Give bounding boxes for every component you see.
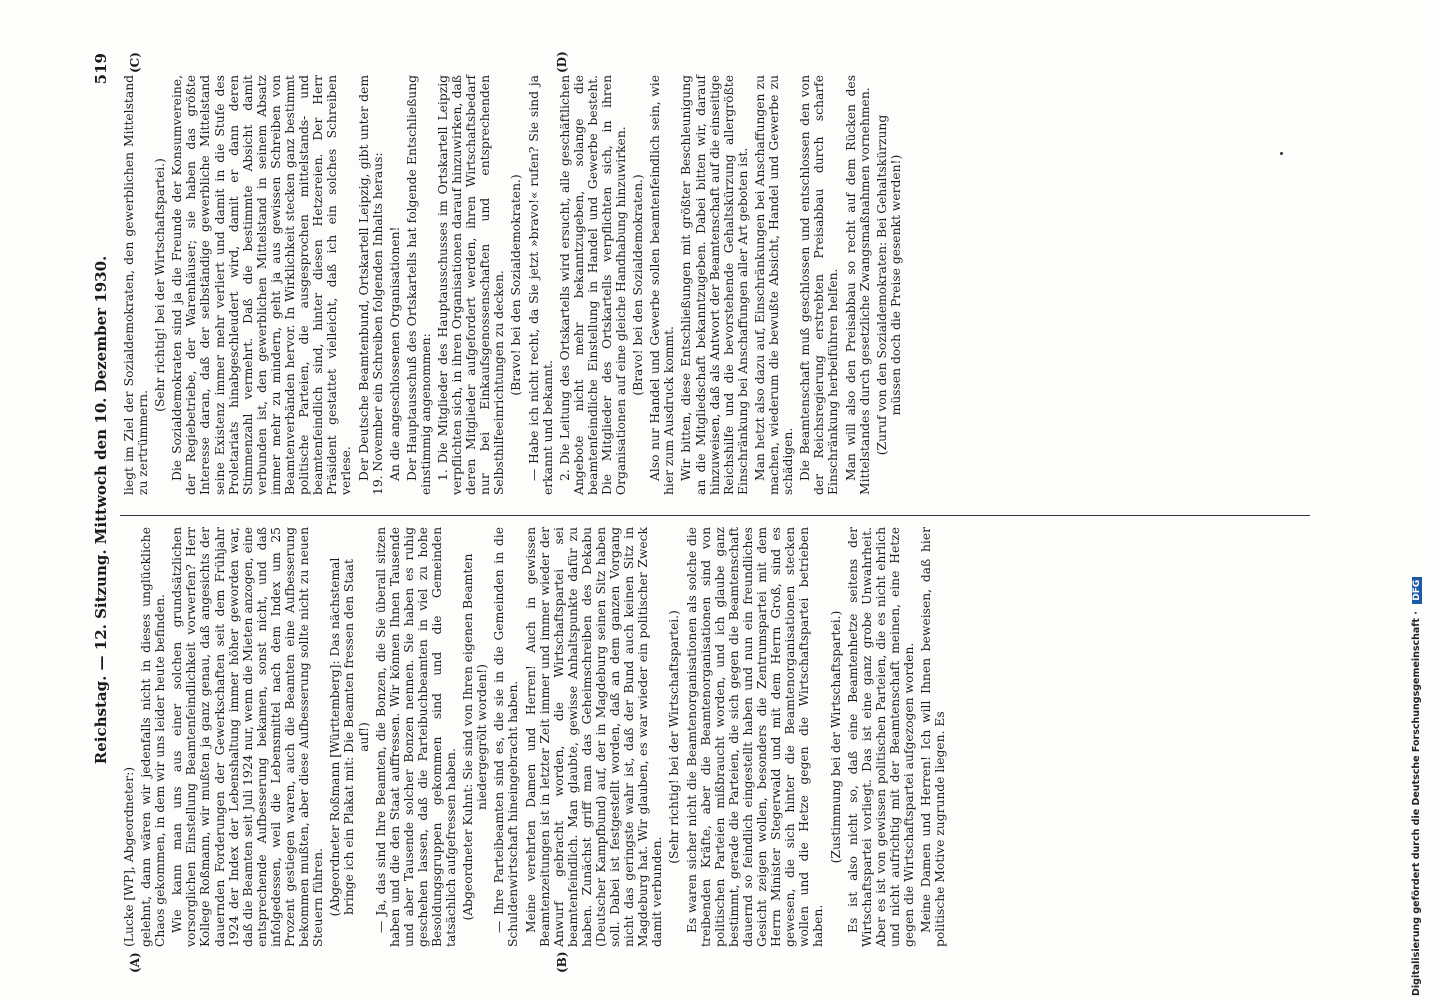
header-title: Reichstag. — 12. Sitzung. Mittwoch den 10. Dezember 1930. — [92, 255, 110, 765]
paragraph: Wir bitten, diese Entschließungen mit größter Beschleunigung an die Mitgliedschaft bekanntzugeben. Dabei bitten wir, darauf hinzuweisen, daß als Antwort der Beamtenschaft auf die einseitige Reichshilfe und die bevorstehende Gehaltskürzung allergrößte Einschränkung bei Anschaffungen aller Art geboten ist. — [679, 75, 750, 495]
interjection: (Bravo! bei den Sozialdemokraten.) — [631, 174, 646, 396]
page-header — [90, 45, 116, 975]
interjection: (Abgeordneter Roßmann [Württemberg]: Das nächstemal bringe ich ein Plakat mit: Die Beamten fressen den Staat auf!) — [328, 557, 371, 917]
dfg-logo: DFG — [1412, 577, 1422, 604]
paragraph: Die Sozialdemokraten sind ja die Freunde der Konsumvereine, der Regiebetriebe, der Warenhäuser; sie haben das größte Interesse daran, daß der selbständige gewerbliche Mittelstand seine Existenz immer mehr verliert und damit in die Stufe des Proletariats hinabgeschleudert wird, damit er dann deren Stimmenzahl vermehrt. Daß die bestimmte Absicht damit verbunden ist, den gewerblichen Mittelstand in seinem Absatz immer mehr zu mindern, geht ja aus gewissen Schreiben von Beamtenverbänden hervor. In Wirklichkeit stecken ganz bestimmt politische Parteien, die ausgesprochen mittelstands- und beamtenfeindlich sind, hinter diesen Hetzereien. Der Herr Präsident gestattet vielleicht, daß ich ein solches Schreiben verlese. — [170, 75, 354, 495]
paragraph: Man hetzt also dazu auf, Einschränkungen bei Anschaffungen zu machen, wiederum die bewußte Absicht, Handel und Gewerbe zu schädigen. — [752, 75, 796, 495]
newspaper-page-rotated — [90, 45, 1330, 975]
scan-speck — [1280, 152, 1283, 155]
paragraph: (Lucke [WP], Abgeordneter:) — [122, 766, 136, 947]
left-column — [122, 527, 950, 947]
paragraph: — Habe ich nicht recht, da Sie jetzt »bravo!« rufen? Sie sind ja erkannt und bekannt. — [526, 75, 555, 495]
paragraph: — Ihre Parteibeamten sind es, die sie in die Gemeinden in die Schuldenwirtschaft hineingebracht haben. — [492, 527, 521, 947]
margin-marker-b: (B) — [555, 951, 569, 973]
margin-marker-c: (C) — [128, 52, 142, 73]
paragraph: Es ist also nicht so, daß eine Beamtenhetze seitens der Wirtschaftspartei vorliegt. Das ist eine ganz grobe Unwahrheit. Aber es ist von gewissen politischen Parteien, die es nicht ehrlich und nicht aufrichtig mit der Beamtenschaft meinen, eine Hetze gegen die Wirtschaftspartei aufgezogen worden. — [845, 527, 916, 947]
margin-marker-d: (D) — [555, 51, 569, 73]
interjection: (Sehr richtig! bei der Wirtschaftspartei.) — [667, 610, 682, 864]
interjection: (Zustimmung bei der Wirtschaftspartei.) — [828, 610, 843, 864]
interjection: (Abgeordneter Kuhnt: Sie sind von Ihren eigenen Beamten niedergegrölt worden!) — [461, 553, 490, 921]
paragraph: Also nur Handel und Gewerbe sollen beamtenfeindlich sein, wie hier zum Ausdruck kommt. — [648, 75, 677, 495]
digitization-credit — [1411, 6, 1429, 994]
paragraph: Der Hauptausschuß des Ortskartells hat folgende Entschließung einstimmig angenommen: — [404, 75, 433, 495]
interjection: (Sehr richtig! bei der Wirtschaftspartei.) — [153, 158, 168, 412]
interjection: (Zuruf von den Sozialdemokraten: Bei Gehaltskürzung müssen doch die Preise gesenkt werden!) — [874, 114, 903, 456]
right-column — [122, 75, 906, 495]
column-divider — [120, 515, 1310, 516]
paragraph: Wie kann man uns aus einer solchen grundsätzlichen vorsorglichen Einstellung Beamtenfeindlichkeit vorwerfen? Herr Kollege Roßmann, wir mußten ja ganz genau, daß angesichts der dauernden Forderungen der Gewerkschaften seit dem Frühjahr 1924 der Index der Lebenshaltung immer höher geworden war, daß die Beamten seit Juli 1924 nur, wenn die Mieten anzogen, eine entsprechende Aufbesserung bekamen, sonst nicht, und daß infolgedessen, weil die Lebensmittel nach dem Index um 25 Prozent gestiegen waren, auch die Beamten eine Aufbesserung bekommen mußten, aber diese Aufbesserung sollte nicht zu neuen Steuern führen. — [170, 527, 326, 947]
paragraph: Es waren sicher nicht die Beamtenorganisationen als solche die treibenden Kräfte, aber die Beamtenorganisationen sind von politischen Parteien mißbraucht worden, und ich glaube ganz bestimmt, gerade die Parteien, die sich gegen die Beamtenschaft dauernd so feindlich eingestellt haben und nun ein freundliches Gesicht zeigen wollen, besonders die Zentrumspartei mit dem Herrn Minister Stegerwald und mit dem Herrn Groß, sind es gewesen, die sich hinter die Beamtenorganisationen stecken wollen und die Hetze gegen die Wirtschaftspartei betrieben haben. — [684, 527, 826, 947]
interjection: (Bravo! bei den Sozialdemokraten.) — [509, 174, 524, 396]
credit-text: Digitalisierung gefördert durch die Deutsche Forschungsgemeinschaft · — [1411, 611, 1422, 996]
paragraph: An die angeschlossenen Organisationen! — [387, 226, 402, 481]
paragraph: Meine Damen und Herren! Ich will Ihnen beweisen, daß hier politische Motive zugrunde liegen. Es — [919, 527, 948, 947]
paragraph: — Ja, das sind Ihre Beamten, die Bonzen, die Sie überall sitzen haben und die den Staat auffressen. Wir können Ihnen Tausende und aber Tausende solcher Bonzen nennen. Sie haben es ruhig geschehen lassen, daß die Parteibuchbeamten in viel zu hohe Besoldungsgruppen gekommen sind und die Gemeinden tatsächlich aufgefressen haben. — [373, 527, 459, 947]
paragraph: 1. Die Mitglieder des Hauptausschusses im Ortskartell Leipzig verpflichten sich, in ihren Organisationen darauf hinzuwirken, daß deren Mitglieder aufgefordert werden, ihren Wirtschaftsbedarf nur bei Einkaufsgenossenschaften und entsprechenden Selbsthilfeeinrichtungen zu decken. — [435, 75, 507, 495]
paragraph: 2. Die Leitung des Ortskartells wird ersucht, alle geschäftlichen Angebote nicht mehr bekanntzugeben, solange die beamtenfeindliche Einstellung in Handel und Gewerbe besteht. Die Mitglieder des Ortskartells verpflichten sich, in ihren Organisationen auf eine gleiche Handhabung hinzuwirken. — [557, 75, 629, 495]
margin-marker-a: (A) — [128, 952, 142, 973]
paragraph: Meine verehrten Damen und Herren! Auch in gewissen Beamtenzeitungen ist in letzter Zeit immer und immer wieder der Anwurf gebracht worden, die Wirtschaftspartei sei beamtenfeindlich. Man glaubte, gewisse Anhaltspunkte dafür zu haben. Zunächst griff man das Geheimschreiben des Dekabu (Deutscher Kampfbund) auf, der in Magdeburg seinen Sitz haben soll. Dabei ist festgestellt worden, daß an dem ganzen Vorgang nicht das geringste wahr ist, daß der Bund auch keinen Sitz in Magdeburg hat. Wir glauben, es war wieder ein politischer Zweck damit verbunden. — [523, 527, 665, 947]
page-number: 519 — [92, 53, 110, 85]
paragraph: Man will also den Preisabbau so recht auf dem Rücken des Mittelstandes durch gesetzliche Zwangsmaßnahmen vornehmen. — [843, 75, 872, 495]
paragraph: gelehnt, dann wären wir jedenfalls nicht in dieses unglückliche Chaos gekommen, in dem wir uns leider heute befinden. — [139, 527, 168, 947]
paragraph: liegt im Ziel der Sozialdemokraten, den gewerblichen Mittelstand zu zertrümmern. — [122, 75, 151, 495]
paragraph: Die Beamtenschaft muß geschlossen und entschlossen den von der Reichsregierung erstrebten Preisabbau durch scharfe Einschränkung herbeiführen helfen. — [798, 75, 841, 495]
paragraph: Der Deutsche Beamtenbund, Ortskartell Leipzig, gibt unter dem 19. November ein Schreiben folgenden Inhalts heraus: — [356, 75, 385, 495]
